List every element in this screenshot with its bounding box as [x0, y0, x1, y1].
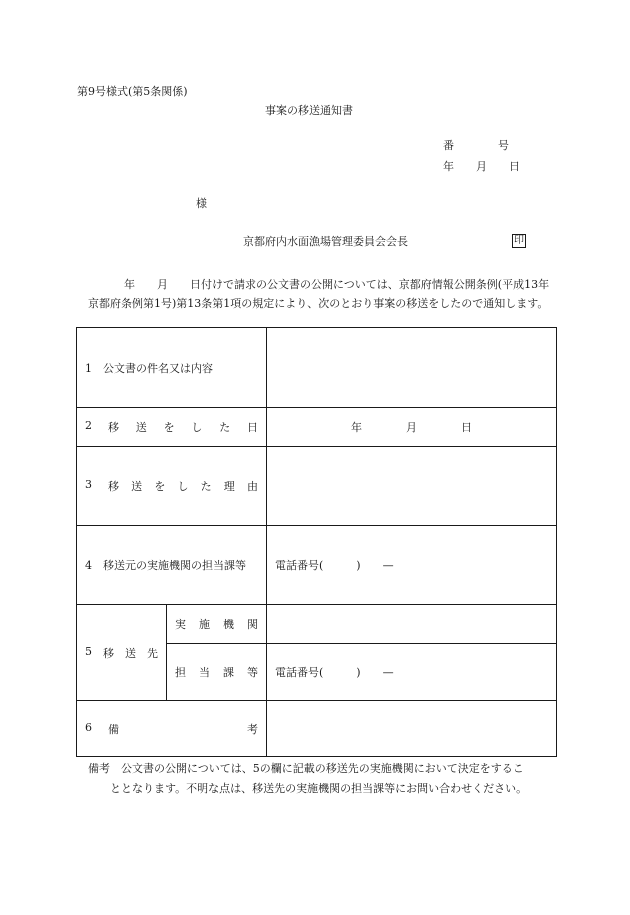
row-source-department — [77, 526, 557, 605]
destination-agency-label: 実 施 機 関 — [167, 605, 267, 644]
destination-department-phone[interactable]: 電話番号( ) — — [267, 644, 557, 701]
transfer-date-label: 2 移 送 を し た 日 — [77, 408, 267, 447]
row-document-subject — [77, 328, 557, 408]
transfer-date-label-text: 移 送 を し た 日 — [108, 421, 258, 434]
note-line-2: ととなります。不明な点は、移送先の実施機関の担当課等にお問い合わせください。 — [110, 782, 528, 795]
transfer-reason-label: 3 移 送 を し た 理 由 — [77, 447, 267, 526]
row-transfer-date — [77, 408, 557, 447]
transfer-table — [76, 327, 557, 757]
note-line-1: 備考 公文書の公開については、5の欄に記載の移送先の実施機関において決定をするこ — [88, 762, 524, 775]
source-department-label: 4 移送元の実施機関の担当課等 — [77, 526, 267, 605]
destination-agency-value[interactable] — [267, 605, 557, 644]
document-date-label: 年 月 日 — [443, 160, 520, 173]
destination-department-label: 担 当 課 等 — [167, 644, 267, 701]
remarks-value[interactable] — [267, 701, 557, 757]
transfer-reason-label-text: 移 送 を し た 理 由 — [108, 480, 258, 493]
remarks-label: 6 備 考 — [77, 701, 267, 757]
row-remarks — [77, 701, 557, 757]
sender-name: 京都府内水面漁場管理委員会会長 — [243, 235, 408, 248]
document-subject-value[interactable] — [267, 328, 557, 408]
document-number-label: 番 号 — [443, 139, 509, 152]
destination-label: 5 移 送 先 — [77, 605, 167, 701]
source-department-phone[interactable]: 電話番号( ) — — [267, 526, 557, 605]
body-paragraph: 年 月 日付けで請求の公文書の公開については、京都府情報公開条例(平成13年京都府条例第1号)第13条第1項の規定により、次のとおり事案の移送をしたので通知します。 — [88, 278, 550, 310]
document-title: 事案の移送通知書 — [265, 104, 353, 117]
transfer-date-value[interactable]: 年 月 日 — [267, 408, 557, 447]
row-destination-agency — [77, 605, 557, 644]
seal-stamp: 印 — [514, 235, 524, 246]
row-transfer-reason — [77, 447, 557, 526]
addressee-suffix: 様 — [196, 197, 207, 210]
document-subject-label: 1 公文書の件名又は内容 — [77, 328, 267, 408]
transfer-reason-value[interactable] — [267, 447, 557, 526]
form-number: 第9号様式(第5条関係) — [77, 85, 188, 98]
